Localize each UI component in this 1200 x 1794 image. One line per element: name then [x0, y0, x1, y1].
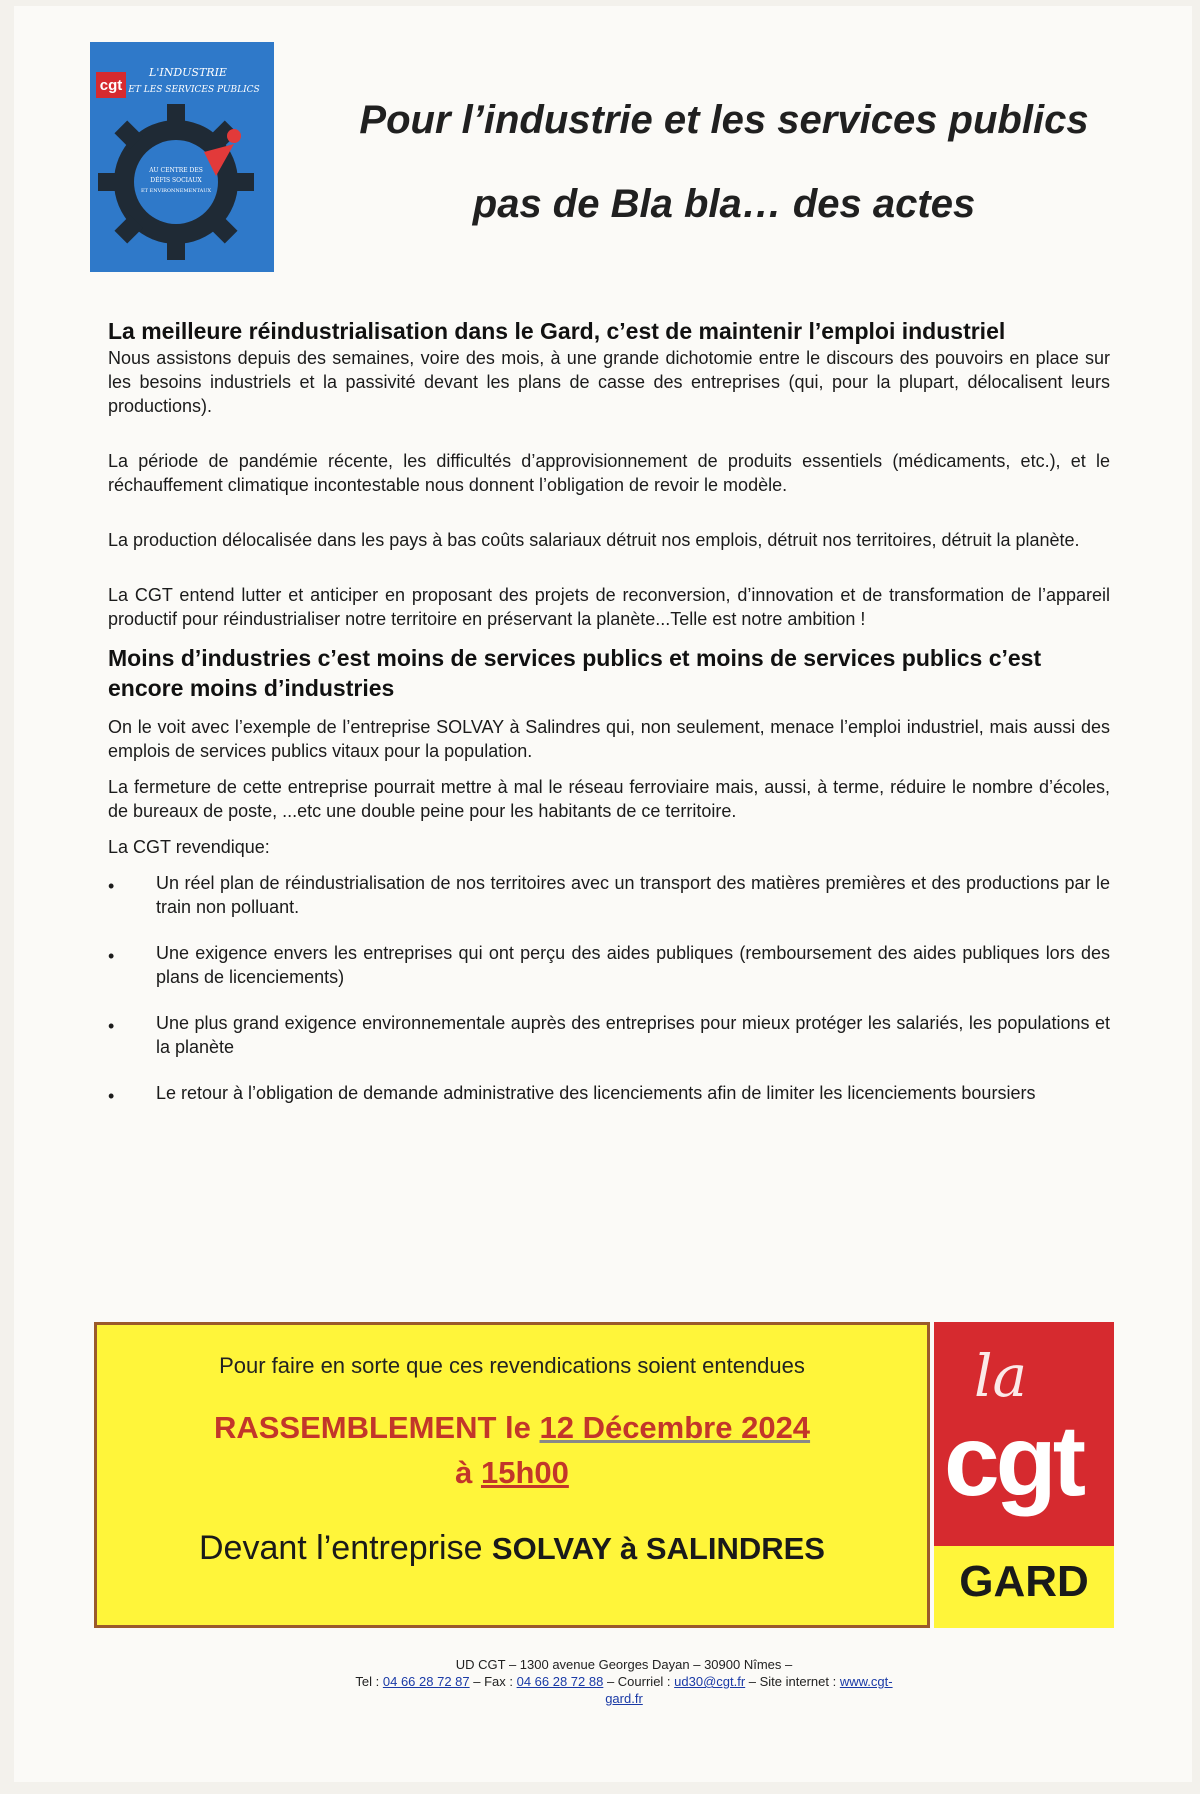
logo-top-text-1: L'INDUSTRIE	[149, 66, 227, 79]
rally-time: 15h00	[480, 1455, 569, 1490]
logo-gear-text-1: AU CENTRE DES	[149, 167, 203, 174]
email-link[interactable]: ud30@cgt.fr	[674, 1674, 746, 1689]
logo-gear-text-3: ET ENVIRONNEMENTAUX	[140, 188, 212, 194]
tel-label: Tel :	[355, 1674, 383, 1689]
site-label: – Site internet :	[745, 1674, 840, 1689]
website-link[interactable]: www.cgt-gard.fr	[605, 1674, 893, 1706]
logo-top-text-2: ET LES SERVICES PUBLICS	[128, 85, 260, 95]
flyer-page	[14, 6, 1192, 1782]
section1-paragraph-1: Nous assistons depuis des semaines, voire des mois, à une grande dichotomie entre le discours des pouvoirs en place sur les besoins industriels et la passivité devant les plans de casse des entreprises (qui, pour la plupart, délocalisent leurs productions).	[108, 348, 1110, 416]
rally-banner	[94, 1322, 930, 1628]
footer-contact-line	[344, 1673, 904, 1707]
rally-date: 12 Décembre 2024	[539, 1410, 811, 1445]
main-content	[108, 316, 1110, 1127]
banner-intro: Pour faire en sorte que ces revendications soient entendues	[219, 1353, 805, 1378]
section1-paragraph-4: La CGT entend lutter et anticiper en proposant des projets de reconversion, d’innovation et de transformation de l’appareil productif pour réindustrialiser notre territoire en préservant la planète...Telle est notre ambition !	[108, 585, 1110, 629]
mail-label: – Courriel :	[603, 1674, 675, 1689]
bullet-icon: •	[108, 1086, 115, 1106]
demand-text-1: Un réel plan de réindustrialisation de nos territoires avec un transport des matières premières et des productions par le train non polluant.	[156, 873, 1110, 917]
logo-cgt: cgt	[944, 1405, 1082, 1517]
section1-paragraph-3: La production délocalisée dans les pays à bas coûts salariaux détruit nos emplois, détruit nos territoires, détruit la planète.	[108, 530, 1080, 550]
section1-paragraph-2: La période de pandémie récente, les difficultés d’approvisionnement de produits essentiels (médicaments, etc.), et le réchauffement climatique incontestable nous donnent l’obligation de revoir le modèle.	[108, 451, 1110, 495]
title-line-2: pas de Bla bla… des actes	[472, 182, 976, 226]
rally-time-line	[97, 1449, 927, 1497]
section1-heading: La meilleure réindustrialisation dans le Gard, c’est de maintenir l’emploi industriel	[108, 318, 1006, 344]
footer-address: UD CGT – 1300 avenue Georges Dayan – 30900 Nîmes –	[455, 1657, 793, 1672]
demand-text-4: Le retour à l’obligation de demande administrative des licenciements afin de limiter les licenciements boursiers	[156, 1083, 1036, 1103]
list-item	[108, 941, 1110, 989]
rally-place: SOLVAY à SALINDRES	[491, 1531, 825, 1566]
demand-text-2: Une exigence envers les entreprises qui ont perçu des aides publiques (remboursement des aides publiques lors des plans de licenciements)	[156, 943, 1110, 987]
cgt-red-block	[934, 1322, 1114, 1546]
bullet-icon: •	[108, 876, 115, 896]
logo-la: la	[974, 1342, 1028, 1410]
industry-logo	[90, 42, 274, 272]
bullet-icon: •	[108, 1016, 115, 1036]
tel-link[interactable]: 04 66 28 72 87	[382, 1674, 470, 1689]
list-item	[108, 871, 1110, 919]
bullet-icon: •	[108, 946, 115, 966]
fax-link[interactable]: 04 66 28 72 88	[516, 1674, 604, 1689]
cgt-gard-logo	[934, 1322, 1114, 1628]
list-item	[108, 1081, 1110, 1105]
demands-list	[108, 871, 1110, 1105]
section2-paragraph-2: La fermeture de cette entreprise pourrait mettre à mal le réseau ferroviaire mais, aussi, à terme, réduire le nombre d’écoles, de bureaux de poste, ...etc une double peine pour les habitants de ce territoire.	[108, 777, 1110, 821]
title-line-1: Pour l’industrie et les services publics	[359, 98, 1089, 142]
fax-label: – Fax :	[469, 1674, 517, 1689]
place-prefix: Devant l’entreprise	[199, 1529, 492, 1567]
rally-word: RASSEMBLEMENT le	[213, 1410, 540, 1445]
page-title	[304, 78, 1144, 246]
gear-logo-icon	[90, 42, 274, 272]
time-prefix: à	[455, 1455, 481, 1490]
section2-paragraph-1: On le voit avec l’exemple de l’entreprise SOLVAY à Salindres qui, non seulement, menace l’emploi industriel, mais aussi des emplois de services publics vitaux pour la population.	[108, 717, 1110, 761]
section2-paragraph-3: La CGT revendique:	[108, 837, 270, 857]
demand-text-3: Une plus grand exigence environnementale auprès des entreprises pour mieux protéger les salariés, les populations et la planète	[156, 1013, 1110, 1057]
logo-region: GARD	[959, 1557, 1089, 1606]
footer-contact	[344, 1656, 904, 1707]
rally-line	[97, 1407, 927, 1449]
section2-heading: Moins d’industries c’est moins de services publics et moins de services publics c’est encore moins d’industries	[108, 645, 1042, 701]
logo-cgt-small: cgt	[99, 77, 123, 94]
logo-gear-text-2: DÉFIS SOCIAUX	[150, 177, 202, 184]
list-item	[108, 1011, 1110, 1059]
rally-place-line	[97, 1527, 927, 1570]
